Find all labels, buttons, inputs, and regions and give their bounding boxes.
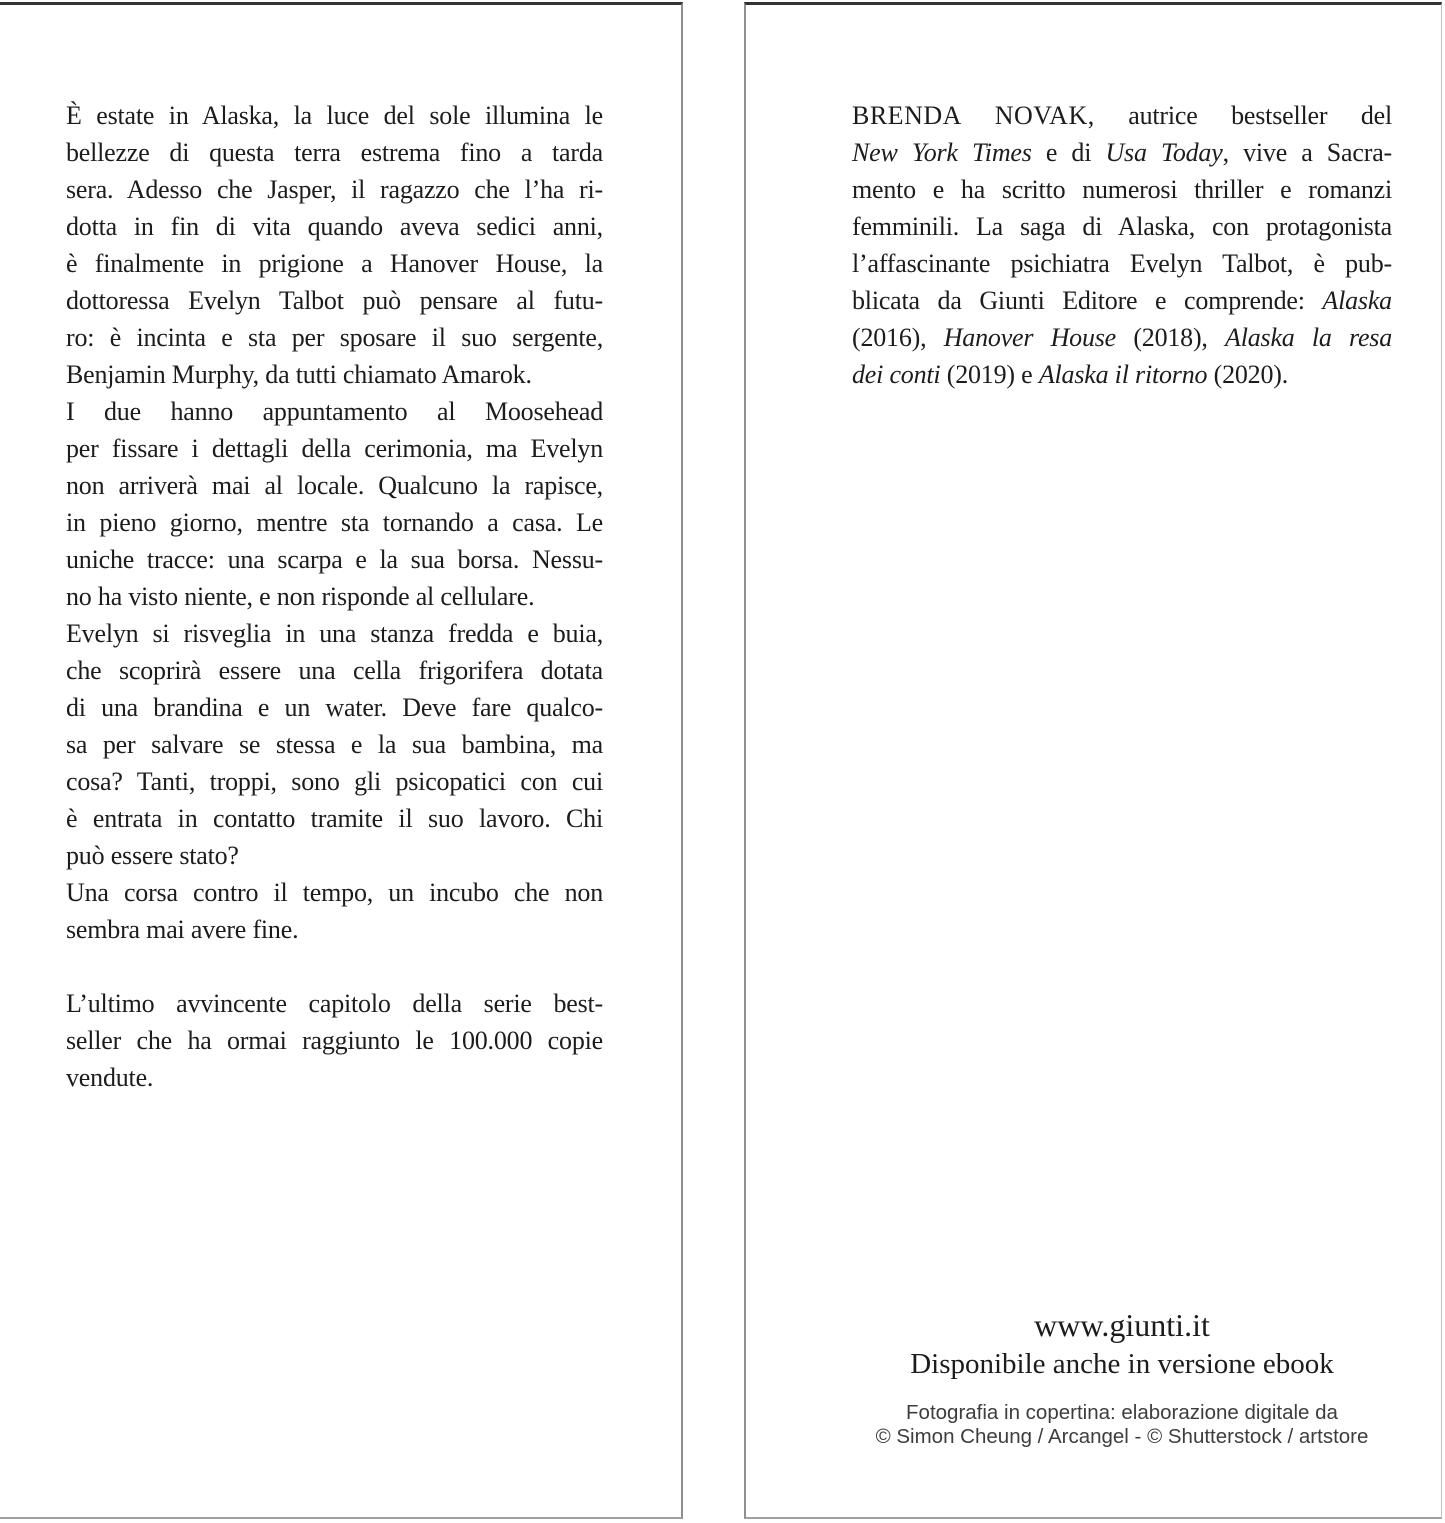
text-segment: Evelyn si risveglia in una stanza fredda e buia, (66, 619, 603, 648)
author-bio-text (852, 97, 1392, 393)
text-segment: in pieno giorno, mentre sta tornando a casa. Le (66, 508, 603, 537)
text-line (66, 652, 603, 689)
text-segment: uniche tracce: una scarpa e la sua borsa. Nessu- (66, 545, 603, 574)
paragraph (852, 97, 1392, 393)
text-segment: BRENDA NOVAK, (852, 101, 1095, 130)
text-segment: vendute. (66, 1063, 154, 1092)
text-line (66, 985, 603, 1022)
text-segment: (2016), (852, 323, 944, 352)
text-line (66, 837, 603, 874)
paragraph (66, 97, 603, 393)
text-segment: Usa Today (1105, 138, 1223, 167)
text-line (66, 171, 603, 208)
text-segment: Alaska il ritorno (1038, 360, 1208, 389)
text-line (66, 208, 603, 245)
text-line (66, 874, 603, 911)
text-line (66, 97, 603, 134)
paragraph (66, 615, 603, 874)
text-line (66, 282, 603, 319)
publisher-website: www.giunti.it (1034, 1307, 1210, 1343)
text-segment: dotta in fin di vita quando aveva sedici anni, (66, 212, 603, 241)
text-segment: blicata da Giunti Editore e comprende: (852, 286, 1323, 315)
text-segment: (2019) e (940, 360, 1039, 389)
text-line (66, 615, 603, 652)
text-segment: seller che ha ormai raggiunto le 100.000 copie (66, 1026, 603, 1055)
credits-line: Fotografia in copertina: elaborazione digitale da (906, 1401, 1338, 1424)
text-line (66, 689, 603, 726)
text-line (66, 134, 603, 171)
text-line (66, 1022, 603, 1059)
text-line (852, 134, 1392, 171)
right-flap-panel (744, 2, 1442, 1519)
text-segment: femminili. La saga di Alaska, con protagonista (852, 212, 1392, 241)
text-line (852, 208, 1392, 245)
text-segment: I due hanno appuntamento al Moosehead (66, 397, 603, 426)
left-flap-panel (0, 2, 683, 1519)
text-line (66, 467, 603, 504)
text-segment: L’ultimo avvincente capitolo della serie best- (66, 989, 603, 1018)
text-segment: Alaska (1322, 286, 1392, 315)
text-segment: mento e ha scritto numerosi thriller e romanzi (852, 175, 1392, 204)
text-line (66, 578, 603, 615)
text-line (66, 800, 603, 837)
text-segment: non arriverà mai al locale. Qualcuno la rapisce, (66, 471, 603, 500)
text-segment: sa per salvare se stessa e la sua bambina, ma (66, 730, 603, 759)
text-segment: è entrata in contatto tramite il suo lavoro. Chi (66, 804, 603, 833)
paragraph (66, 874, 603, 948)
text-line (66, 1059, 603, 1096)
synopsis-text (66, 97, 603, 1096)
text-segment: sera. Adesso che Jasper, il ragazzo che l’ha ri- (66, 175, 603, 204)
cover-photo-credits (852, 1401, 1392, 1449)
text-segment: Hanover House (943, 323, 1117, 352)
text-segment: (2020). (1207, 360, 1289, 389)
text-line (66, 245, 603, 282)
text-segment: Alaska la resa (1225, 323, 1393, 352)
text-segment: può essere stato? (66, 841, 239, 870)
text-line (66, 541, 603, 578)
text-segment: cosa? Tanti, troppi, sono gli psicopatici con cui (66, 767, 603, 796)
ebook-availability-note: Disponibile anche in versione ebook (910, 1348, 1334, 1380)
text-segment: Una corsa contro il tempo, un incubo che non (66, 878, 603, 907)
text-line (852, 97, 1392, 134)
text-segment: È estate in Alaska, la luce del sole illumina le (66, 101, 603, 130)
text-line (852, 356, 1392, 393)
text-segment: che scoprirà essere una cella frigorifera dotata (66, 656, 603, 685)
text-segment: ro: è incinta e sta per sposare il suo sergente, (66, 323, 603, 352)
text-segment: di una brandina e un water. Deve fare qualco- (66, 693, 603, 722)
text-segment: e di (1031, 138, 1106, 167)
text-line (66, 911, 603, 948)
text-segment: New York Times (852, 138, 1032, 167)
flap-footer (852, 1305, 1392, 1449)
text-segment: sembra mai avere fine. (66, 915, 299, 944)
text-segment: , vive a Sacra- (1222, 138, 1392, 167)
text-line (852, 171, 1392, 208)
paragraph (66, 985, 603, 1096)
text-segment: dei conti (852, 360, 941, 389)
text-line (852, 319, 1392, 356)
credits-line: © Simon Cheung / Arcangel - © Shutterstock / artstore (875, 1425, 1369, 1448)
text-segment: dottoressa Evelyn Talbot può pensare al futu- (66, 286, 603, 315)
paragraph (66, 393, 603, 615)
text-segment: Benjamin Murphy, da tutti chiamato Amarok. (66, 360, 532, 389)
text-line (852, 245, 1392, 282)
text-segment: bellezze di questa terra estrema fino a tarda (66, 138, 603, 167)
text-segment: no ha visto niente, e non risponde al cellulare. (66, 582, 535, 611)
text-line (66, 504, 603, 541)
text-line (66, 763, 603, 800)
text-segment: è finalmente in prigione a Hanover House, la (66, 249, 603, 278)
text-line (66, 393, 603, 430)
text-line (852, 282, 1392, 319)
text-segment: autrice bestseller del (1094, 101, 1393, 130)
text-line (66, 319, 603, 356)
text-line (66, 726, 603, 763)
text-segment: per fissare i dettagli della cerimonia, ma Evelyn (66, 434, 603, 463)
text-segment: (2018), (1116, 323, 1226, 352)
text-segment: l’affascinante psichiatra Evelyn Talbot, è pub- (852, 249, 1392, 278)
text-line (66, 430, 603, 467)
text-line (66, 356, 603, 393)
